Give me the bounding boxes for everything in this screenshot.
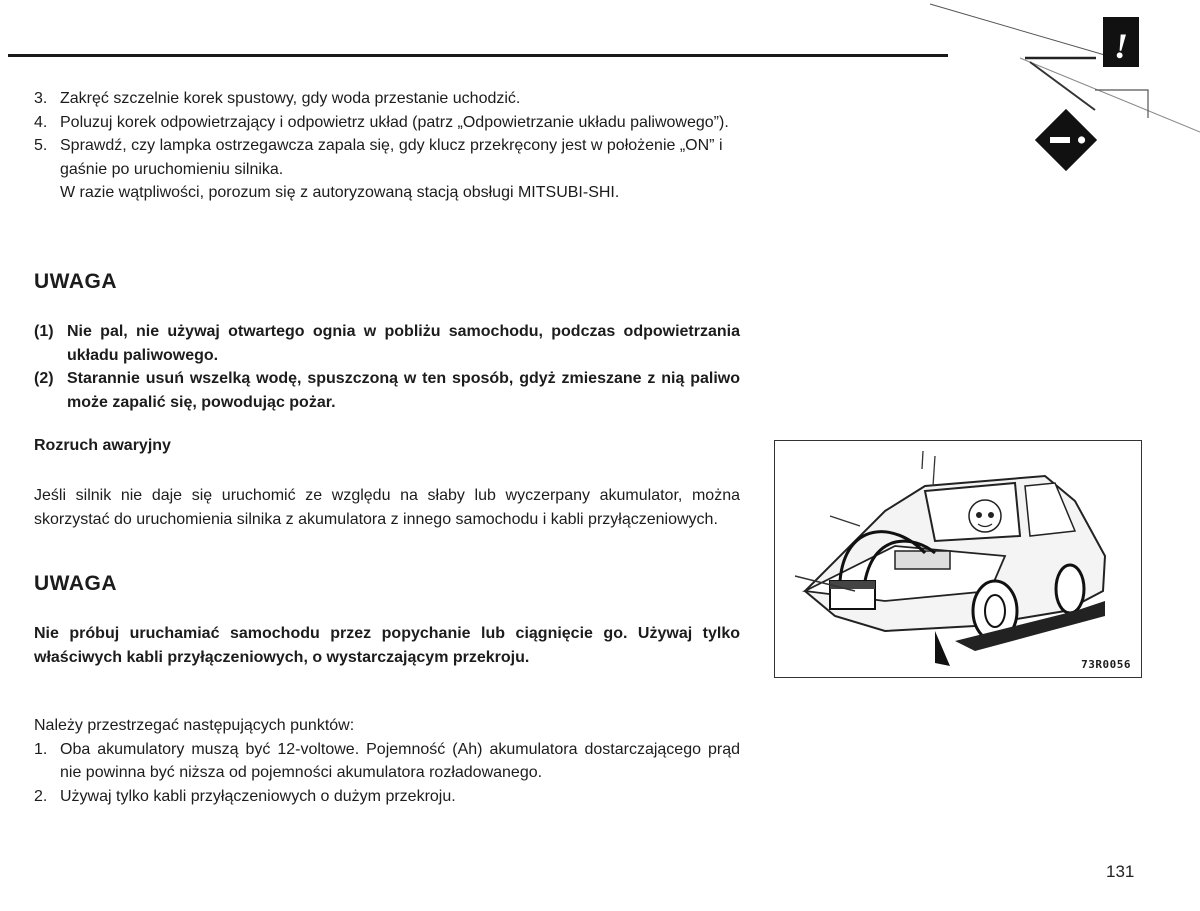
warning-text: Nie próbuj uruchamiać samochodu przez popychanie lub ciągnięcie go. Używaj tylko właściwych kabli przyłączeniowych, o wystarczającym przekroju. — [34, 625, 740, 666]
points-intro: Należy przestrzegać następujących punktów: — [34, 717, 355, 734]
warning-heading: UWAGA — [34, 270, 117, 293]
section-tab — [900, 0, 1200, 200]
list-item: 2. Używaj tylko kabli przyłączeniowych o dużym przekroju. — [34, 787, 456, 805]
warning-list — [34, 320, 740, 414]
header-rule — [8, 54, 948, 57]
page-number: 131 — [1106, 862, 1135, 881]
svg-text:!: ! — [1113, 26, 1129, 66]
figure-code: 73R0056 — [1081, 658, 1131, 671]
step-note: W razie wątpliwości, porozum się z autoryzowaną stacją obsługi MITSUBI-SHI. — [60, 184, 620, 202]
warning-heading: UWAGA — [34, 572, 117, 595]
list-item: 5. Sprawdź, czy lampka ostrzegawcza zapala się, gdy klucz przekręcony jest w położenie „ON” i gaśnie po uruchomieniu silnika. — [34, 137, 723, 178]
warning-diamond-icon — [1035, 109, 1097, 171]
list-item: (2) Starannie usuń wszelką wodę, spuszczoną w ten sposób, gdyż zmieszane z nią paliwo może zapalić się, powodując pożar. — [34, 370, 740, 411]
list-item: (1) Nie pal, nie używaj otwartego ognia w pobliżu samochodu, podczas odpowietrzania układu paliwowego. — [34, 323, 740, 364]
steps-list — [34, 87, 740, 205]
jump-start-illustration — [774, 440, 1142, 678]
section-intro: Jeśli silnik nie daje się uruchomić ze względu na słaby lub wyczerpany akumulator, można skorzystać do uruchomienia silnika z akumulatora z innego samochodu i kabli przyłączeniowych. — [34, 487, 740, 528]
section-title: Rozruch awaryjny — [34, 437, 171, 454]
list-item: 4. Poluzuj korek odpowietrzający i odpowietrz układ (patrz „Odpowietrzanie układu paliwowego”). — [34, 113, 729, 131]
list-item: 3. Zakręć szczelnie korek spustowy, gdy woda przestanie uchodzić. — [34, 90, 521, 107]
points-list — [34, 714, 740, 808]
list-item: 1. Oba akumulatory muszą być 12-voltowe. Pojemność (Ah) akumulatora dostarczającego prąd nie powinna być niższa od pojemności akumulatora rozładowanego. — [34, 740, 740, 782]
